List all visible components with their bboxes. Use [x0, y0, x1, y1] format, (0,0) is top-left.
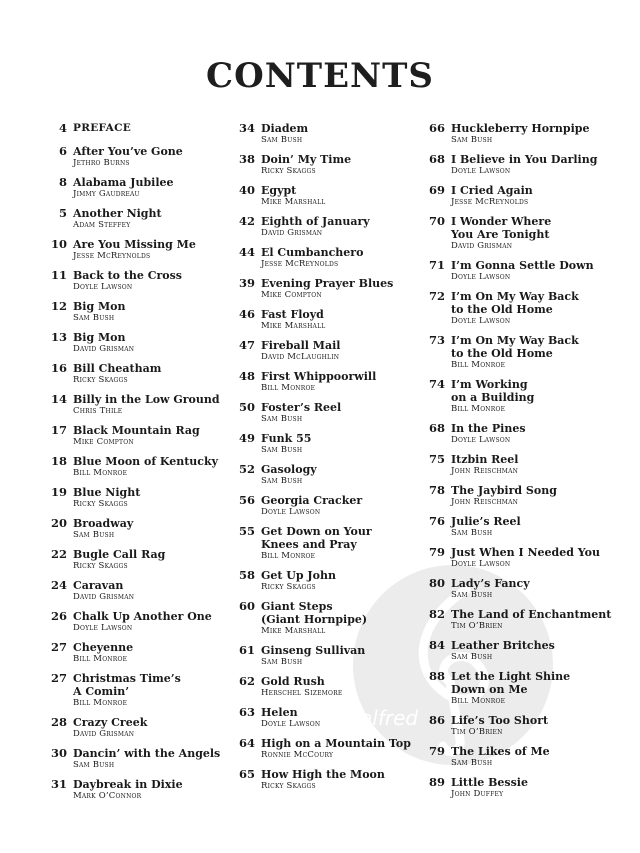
- artist-name: Sam Bush: [73, 530, 115, 540]
- artist-name: Jimmy Gaudreau: [73, 189, 140, 199]
- contents-entry: [235, 370, 425, 394]
- page-number: 79: [428, 545, 445, 559]
- contents-column-1: [47, 122, 237, 809]
- song-title: Crazy Creek: [73, 716, 148, 729]
- artist-name: Sam Bush: [261, 657, 303, 667]
- contents-entry: [47, 747, 237, 771]
- page-number: 19: [50, 485, 67, 499]
- song-title: Blue Moon of Kentucky: [73, 455, 218, 468]
- contents-entry: [47, 207, 237, 231]
- artist-name: Ricky Skaggs: [73, 375, 128, 385]
- contents-entry: [235, 644, 425, 668]
- page-number: 49: [238, 431, 255, 445]
- contents-entry: [235, 706, 425, 730]
- contents-entry: [425, 577, 615, 601]
- page-number: 31: [50, 777, 67, 791]
- contents-entry: [47, 486, 237, 510]
- contents-entry: [425, 546, 615, 570]
- page-number: 11: [50, 268, 67, 282]
- artist-name: Doyle Lawson: [451, 166, 511, 176]
- page-number: 27: [50, 640, 67, 654]
- song-title: Diadem: [261, 122, 309, 135]
- song-title: Blue Night: [73, 486, 141, 499]
- artist-name: Bill Monroe: [73, 654, 128, 664]
- contents-entry: [235, 153, 425, 177]
- artist-name: Bill Monroe: [451, 404, 506, 414]
- page-number: 76: [428, 514, 445, 528]
- song-title: Fireball Mail: [261, 339, 341, 352]
- artist-name: Bill Monroe: [261, 551, 316, 561]
- contents-entry: [235, 401, 425, 425]
- page-number: 55: [238, 524, 255, 538]
- page-number: 20: [50, 516, 67, 530]
- contents-entry: [425, 608, 615, 632]
- page-number: 64: [238, 736, 255, 750]
- song-title: I Cried Again: [451, 184, 533, 197]
- song-title: Life’s Too Short: [451, 714, 549, 727]
- song-title: Bugle Call Rag: [73, 548, 166, 561]
- page-number: 88: [428, 669, 445, 683]
- song-title: Foster’s Reel: [261, 401, 342, 414]
- contents-entry: [425, 290, 615, 327]
- artist-name: Ricky Skaggs: [261, 166, 316, 176]
- contents-entry: [235, 525, 425, 562]
- watermark-text: alfred: [360, 706, 419, 730]
- contents-entry: [47, 672, 237, 709]
- page-number: 12: [50, 299, 67, 313]
- contents-entry: [47, 424, 237, 448]
- contents-entry: [235, 494, 425, 518]
- contents-entry: [425, 484, 615, 508]
- page-number: 78: [428, 483, 445, 497]
- contents-entry: [47, 300, 237, 324]
- song-title: Fast Floyd: [261, 308, 324, 321]
- song-title: El Cumbanchero: [261, 246, 364, 259]
- artist-name: Jesse McReynolds: [261, 259, 339, 269]
- page-number: 68: [428, 421, 445, 435]
- artist-name: Sam Bush: [451, 758, 493, 768]
- page-number: 18: [50, 454, 67, 468]
- page-number: 39: [238, 276, 255, 290]
- page-number: 24: [50, 578, 67, 592]
- page-number: 73: [428, 333, 445, 347]
- page-number: 65: [238, 767, 255, 781]
- song-title: Gasology: [261, 463, 317, 476]
- song-title: Doin’ My Time: [261, 153, 352, 166]
- contents-entry: [235, 432, 425, 456]
- song-title: Let the Light Shine Down on Me: [451, 670, 571, 696]
- contents-entry: [425, 153, 615, 177]
- contents-entry: [425, 422, 615, 446]
- song-title: Alabama Jubilee: [73, 176, 174, 189]
- artist-name: David Grisman: [73, 344, 135, 354]
- song-title: Get Down on Your Knees and Pray: [261, 525, 372, 551]
- contents-entry: [235, 600, 425, 637]
- song-title: Funk 55: [261, 432, 312, 445]
- artist-name: Bill Monroe: [73, 698, 128, 708]
- artist-name: Ricky Skaggs: [73, 499, 128, 509]
- song-title: Gold Rush: [261, 675, 325, 688]
- artist-name: Doyle Lawson: [261, 507, 321, 517]
- contents-column-2: [235, 122, 425, 799]
- page-number: 63: [238, 705, 255, 719]
- song-title: Julie’s Reel: [451, 515, 521, 528]
- song-title: Chalk Up Another One: [73, 610, 212, 623]
- page-number: 40: [238, 183, 255, 197]
- artist-name: Ronnie McCoury: [261, 750, 334, 760]
- song-title: Ginseng Sullivan: [261, 644, 366, 657]
- page-number: 38: [238, 152, 255, 166]
- artist-name: Mike Compton: [261, 290, 322, 300]
- contents-entry: [425, 184, 615, 208]
- artist-name: Sam Bush: [451, 528, 493, 538]
- song-title: Itzbin Reel: [451, 453, 519, 466]
- contents-entry: [235, 215, 425, 239]
- song-title: Dancin’ with the Angels: [73, 747, 221, 760]
- song-title: The Land of Enchantment: [451, 608, 612, 621]
- page-number: 52: [238, 462, 255, 476]
- song-title: Caravan: [73, 579, 124, 592]
- page-number: 4: [58, 121, 67, 135]
- contents-entry: [235, 569, 425, 593]
- contents-entry: [235, 339, 425, 363]
- page-number: 13: [50, 330, 67, 344]
- contents-entry: [47, 455, 237, 479]
- song-title: High on a Mountain Top: [261, 737, 411, 750]
- artist-name: Jethro Burns: [73, 158, 130, 168]
- song-title: Big Mon: [73, 300, 126, 313]
- artist-name: Doyle Lawson: [451, 316, 511, 326]
- song-title: Georgia Cracker: [261, 494, 363, 507]
- artist-name: Herschel Sizemore: [261, 688, 343, 698]
- contents-entry: [47, 176, 237, 200]
- song-title: Eighth of January: [261, 215, 370, 228]
- artist-name: Chris Thile: [73, 406, 123, 416]
- contents-entry: [47, 362, 237, 386]
- contents-entry: [235, 277, 425, 301]
- song-title: Are You Missing Me: [73, 238, 196, 251]
- song-title: Egypt: [261, 184, 297, 197]
- artist-name: Mike Marshall: [261, 626, 326, 636]
- artist-name: David Grisman: [261, 228, 323, 238]
- artist-name: Bill Monroe: [261, 383, 316, 393]
- page-number: 69: [428, 183, 445, 197]
- page-number: 50: [238, 400, 255, 414]
- contents-entry: [235, 737, 425, 761]
- page-number: 34: [238, 121, 255, 135]
- artist-name: Doyle Lawson: [73, 623, 133, 633]
- artist-name: Mike Marshall: [261, 197, 326, 207]
- page-number: 75: [428, 452, 445, 466]
- contents-entry: [425, 670, 615, 707]
- page-number: 14: [50, 392, 67, 406]
- contents-entry: [47, 122, 237, 135]
- page-number: 42: [238, 214, 255, 228]
- contents-entry: [235, 463, 425, 487]
- artist-name: John Reischman: [451, 497, 519, 507]
- contents-entry: [425, 378, 615, 415]
- contents-entry: [47, 393, 237, 417]
- contents-entry: [47, 610, 237, 634]
- song-title: Billy in the Low Ground: [73, 393, 220, 406]
- contents-entry: [425, 215, 615, 252]
- song-title: I’m On My Way Back to the Old Home: [451, 290, 579, 316]
- song-title: Christmas Time’s A Comin’: [73, 672, 181, 698]
- page-number: 89: [428, 775, 445, 789]
- page-number: 82: [428, 607, 445, 621]
- page-number: 66: [428, 121, 445, 135]
- song-title: Giant Steps (Giant Hornpipe): [261, 600, 368, 626]
- artist-name: David Grisman: [73, 729, 135, 739]
- artist-name: Doyle Lawson: [73, 282, 133, 292]
- page-number: 46: [238, 307, 255, 321]
- page-title: CONTENTS: [206, 56, 434, 96]
- song-title: First Whippoorwill: [261, 370, 377, 383]
- song-title: Broadway: [73, 517, 134, 530]
- contents-entry: [235, 184, 425, 208]
- song-title: Cheyenne: [73, 641, 134, 654]
- page-number: 6: [58, 144, 67, 158]
- song-title: Helen: [261, 706, 298, 719]
- page-number: 86: [428, 713, 445, 727]
- page-number: 62: [238, 674, 255, 688]
- artist-name: Jesse McReynolds: [73, 251, 151, 261]
- contents-entry: [47, 579, 237, 603]
- page-number: 70: [428, 214, 445, 228]
- artist-name: Doyle Lawson: [451, 435, 511, 445]
- song-title: Huckleberry Hornpipe: [451, 122, 590, 135]
- artist-name: Adam Steffey: [73, 220, 131, 230]
- artist-name: Doyle Lawson: [451, 559, 511, 569]
- contents-entry: [425, 745, 615, 769]
- page-number: 60: [238, 599, 255, 613]
- song-title: Evening Prayer Blues: [261, 277, 394, 290]
- artist-name: Sam Bush: [261, 414, 303, 424]
- song-title: Another Night: [73, 207, 162, 220]
- song-title: Bill Cheatham: [73, 362, 162, 375]
- artist-name: Tim O’Brien: [451, 621, 503, 631]
- page-number: 68: [428, 152, 445, 166]
- artist-name: Sam Bush: [451, 135, 493, 145]
- artist-name: Sam Bush: [73, 313, 115, 323]
- page-number: 71: [428, 258, 445, 272]
- page-number: 17: [50, 423, 67, 437]
- song-title: Little Bessie: [451, 776, 528, 789]
- contents-entry: [47, 716, 237, 740]
- artist-name: David Grisman: [73, 592, 135, 602]
- contents-entry: [425, 453, 615, 477]
- page-number: 84: [428, 638, 445, 652]
- page-number: 80: [428, 576, 445, 590]
- page-number: 16: [50, 361, 67, 375]
- artist-name: Mark O’Connor: [73, 791, 142, 801]
- song-title: Black Mountain Rag: [73, 424, 200, 437]
- contents-entry: [235, 122, 425, 146]
- song-title: The Jaybird Song: [451, 484, 557, 497]
- page-number: 26: [50, 609, 67, 623]
- page-number: 27: [50, 671, 67, 685]
- song-title: Just When I Needed You: [451, 546, 600, 559]
- contents-entry: [47, 145, 237, 169]
- artist-name: Sam Bush: [73, 760, 115, 770]
- song-title: Daybreak in Dixie: [73, 778, 183, 791]
- artist-name: Ricky Skaggs: [261, 781, 316, 791]
- artist-name: Ricky Skaggs: [261, 582, 316, 592]
- artist-name: David Grisman: [451, 241, 513, 251]
- artist-name: Bill Monroe: [451, 360, 506, 370]
- artist-name: Jesse McReynolds: [451, 197, 529, 207]
- contents-entry: [425, 714, 615, 738]
- contents-entry: [425, 334, 615, 371]
- page-number: 79: [428, 744, 445, 758]
- artist-name: Sam Bush: [451, 590, 493, 600]
- song-title: PREFACE: [73, 122, 132, 134]
- song-title: Back to the Cross: [73, 269, 183, 282]
- artist-name: Doyle Lawson: [261, 719, 321, 729]
- contents-entry: [235, 308, 425, 332]
- page-number: 44: [238, 245, 255, 259]
- page-number: 61: [238, 643, 255, 657]
- artist-name: Sam Bush: [261, 135, 303, 145]
- contents-entry: [47, 331, 237, 355]
- artist-name: Tim O’Brien: [451, 727, 503, 737]
- contents-entry: [47, 641, 237, 665]
- song-title: I Believe in You Darling: [451, 153, 598, 166]
- contents-entry: [425, 776, 615, 800]
- contents-entry: [425, 515, 615, 539]
- page-number: 8: [58, 175, 67, 189]
- contents-entry: [425, 639, 615, 663]
- artist-name: Mike Marshall: [261, 321, 326, 331]
- page-number: 48: [238, 369, 255, 383]
- page-number: 47: [238, 338, 255, 352]
- contents-entry: [47, 548, 237, 572]
- contents-entry: [47, 778, 237, 802]
- song-title: Big Mon: [73, 331, 126, 344]
- song-title: I’m On My Way Back to the Old Home: [451, 334, 579, 360]
- artist-name: David McLaughlin: [261, 352, 340, 362]
- song-title: I’m Working on a Building: [451, 378, 535, 404]
- contents-entry: [47, 517, 237, 541]
- page-number: 72: [428, 289, 445, 303]
- artist-name: Sam Bush: [261, 445, 303, 455]
- song-title: How High the Moon: [261, 768, 385, 781]
- artist-name: John Duffey: [451, 789, 504, 799]
- page-number: 5: [58, 206, 67, 220]
- artist-name: Doyle Lawson: [451, 272, 511, 282]
- artist-name: Ricky Skaggs: [73, 561, 128, 571]
- contents-column-3: [425, 122, 615, 807]
- artist-name: John Reischman: [451, 466, 519, 476]
- song-title: After You’ve Gone: [73, 145, 183, 158]
- song-title: I Wonder Where You Are Tonight: [451, 215, 552, 241]
- contents-entry: [47, 269, 237, 293]
- artist-name: Bill Monroe: [73, 468, 128, 478]
- song-title: Lady’s Fancy: [451, 577, 530, 590]
- page-number: 56: [238, 493, 255, 507]
- song-title: Get Up John: [261, 569, 336, 582]
- artist-name: Mike Compton: [73, 437, 134, 447]
- page-number: 30: [50, 746, 67, 760]
- song-title: In the Pines: [451, 422, 526, 435]
- page-number: 22: [50, 547, 67, 561]
- page-number: 10: [50, 237, 67, 251]
- page-number: 28: [50, 715, 67, 729]
- contents-entry: [235, 246, 425, 270]
- contents-entry: [47, 238, 237, 262]
- artist-name: Bill Monroe: [451, 696, 506, 706]
- song-title: I’m Gonna Settle Down: [451, 259, 594, 272]
- contents-entry: [235, 768, 425, 792]
- page-number: 58: [238, 568, 255, 582]
- contents-entry: [235, 675, 425, 699]
- artist-name: Sam Bush: [261, 476, 303, 486]
- contents-entry: [425, 259, 615, 283]
- contents-entry: [425, 122, 615, 146]
- page-number: 74: [428, 377, 445, 391]
- song-title: Leather Britches: [451, 639, 555, 652]
- song-title: The Likes of Me: [451, 745, 550, 758]
- artist-name: Sam Bush: [451, 652, 493, 662]
